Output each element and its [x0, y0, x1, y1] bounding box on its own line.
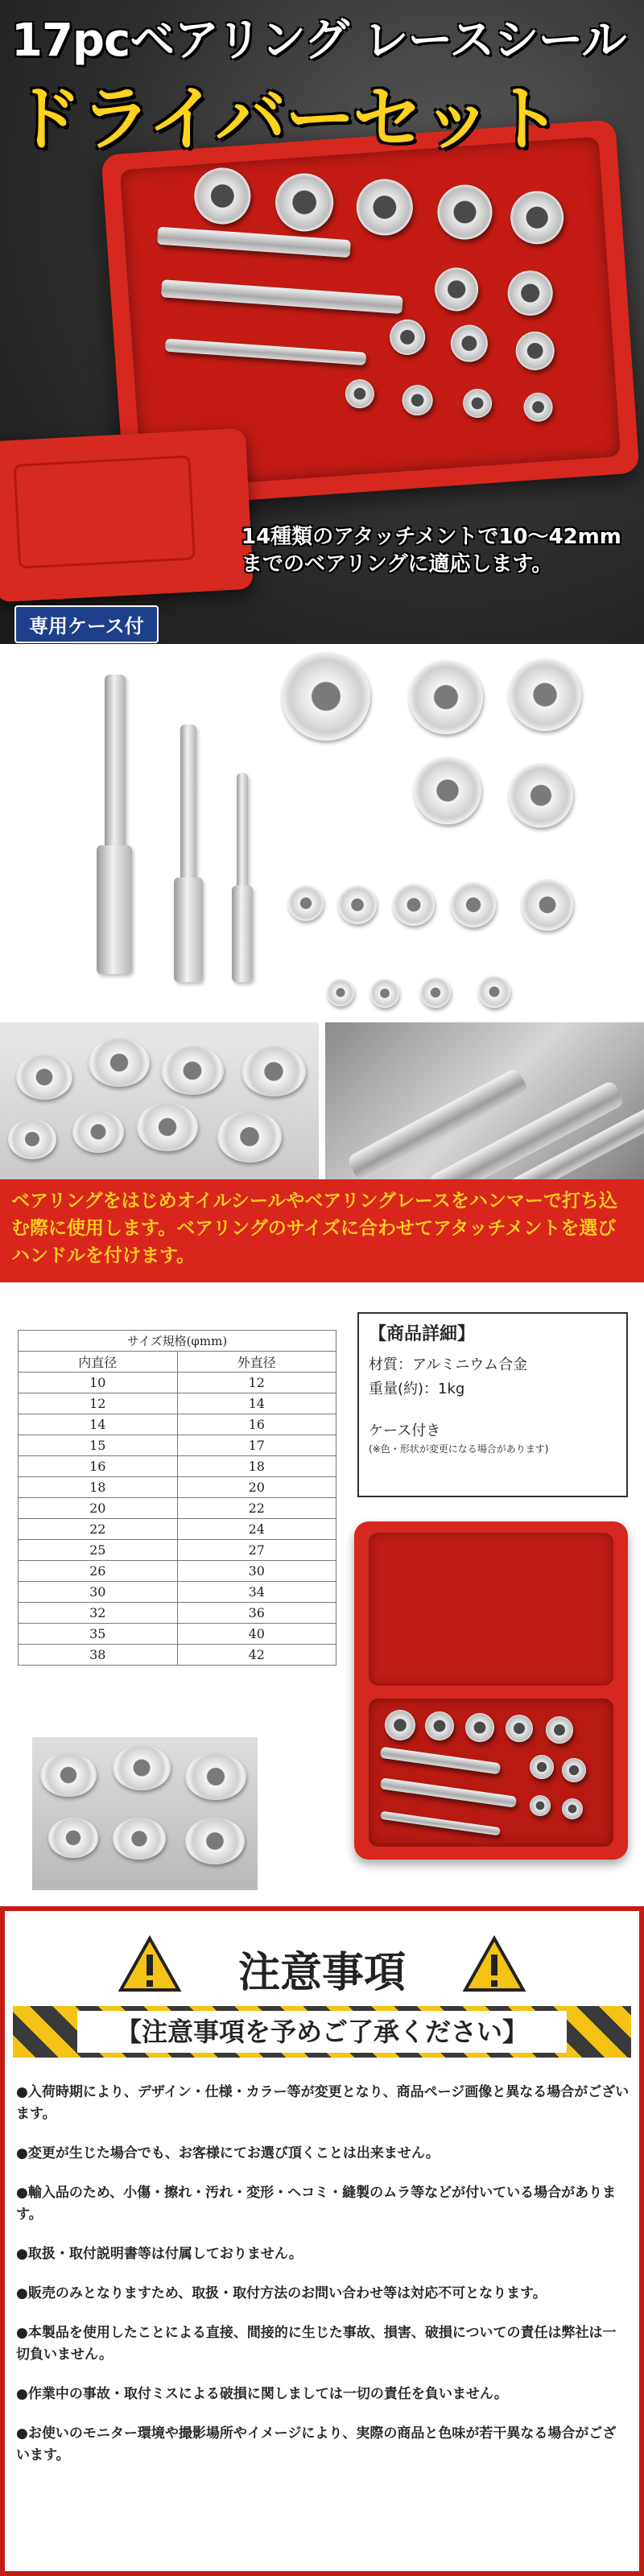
inner-diameter-cell: 18 [19, 1477, 178, 1498]
attachment-disc [393, 884, 435, 926]
handle [380, 1747, 501, 1775]
attachment-disc [282, 652, 370, 741]
attachment-disc [522, 879, 573, 931]
attachment-disc [161, 1046, 224, 1095]
inner-diameter-cell: 10 [19, 1373, 178, 1393]
attachment-disc [409, 660, 483, 734]
attachment-disc [338, 886, 377, 924]
handle-medium [161, 279, 403, 314]
attachment-ring [401, 384, 434, 417]
inner-diameter-cell: 12 [19, 1393, 178, 1414]
inner-diameter-cell: 32 [19, 1603, 178, 1624]
outer-diameter-cell: 14 [177, 1393, 336, 1414]
caution-note: ●輸入品のため、小傷・擦れ・汚れ・変形・ヘコミ・縫製のムラ等などが付いている場合があります。 [16, 2185, 617, 2223]
attachment-disc [420, 977, 451, 1008]
handle-medium [180, 724, 196, 886]
attachment-ring [192, 166, 253, 226]
handle-small [165, 338, 367, 365]
outer-diameter-cell: 36 [177, 1603, 336, 1624]
caution-title: 注意事項 [237, 1948, 406, 1997]
handles-closeup-photo [325, 1022, 644, 1183]
handle-large-grip [97, 845, 132, 974]
details-case-note: (※色・形状が変更になる場合があります) [369, 1443, 549, 1455]
inner-diameter-cell: 26 [19, 1561, 178, 1582]
table-row [19, 1603, 336, 1624]
attachment-disc [414, 757, 481, 824]
case-badge: 専用ケース付 [14, 605, 159, 643]
table-row [19, 1498, 336, 1519]
outer-diameter-cell: 24 [177, 1519, 336, 1540]
attachment-disc [16, 1055, 72, 1100]
attachment-ring [274, 171, 336, 233]
table-row [19, 1373, 336, 1393]
caution-header [5, 1929, 639, 2009]
inner-diameter-cell: 16 [19, 1456, 178, 1477]
attachment-ring [546, 1716, 573, 1744]
attachment-ring [465, 1713, 494, 1742]
attachment-disc [478, 976, 510, 1008]
usage-banner [0, 1179, 644, 1282]
attachment-disc [113, 1745, 171, 1790]
table-row [19, 1519, 336, 1540]
caution-notes [16, 2082, 630, 2484]
attachment-ring [436, 183, 494, 242]
handle-small [237, 773, 248, 894]
attachment-disc [509, 658, 581, 731]
attachment-disc [48, 1818, 98, 1858]
attachment-disc [40, 1753, 97, 1797]
handle-small-grip [232, 886, 253, 982]
attachment-ring [562, 1798, 583, 1819]
attachment-disc [217, 1111, 282, 1162]
outer-diameter-cell: 34 [177, 1582, 336, 1603]
outer-diameter-cell: 18 [177, 1456, 336, 1477]
closed-case-photo [0, 428, 254, 602]
inner-diameter-cell: 15 [19, 1435, 178, 1456]
outer-diameter-cell: 22 [177, 1498, 336, 1519]
case-tray [369, 1699, 613, 1847]
outer-diameter-cell: 16 [177, 1414, 336, 1435]
size-spec-table [18, 1330, 336, 1666]
handle [380, 1811, 501, 1836]
table-row [19, 1435, 336, 1456]
table-row [19, 1477, 336, 1498]
table-row [19, 1393, 336, 1414]
attachment-ring [449, 324, 489, 363]
table-row [19, 1540, 336, 1561]
attachment-ring [462, 388, 493, 419]
attachment-disc [113, 1818, 166, 1860]
outer-diameter-cell: 17 [177, 1435, 336, 1456]
attachment-disc [509, 763, 573, 828]
table-row [19, 1414, 336, 1435]
inner-diameter-cell: 30 [19, 1582, 178, 1603]
outer-diameter-cell: 30 [177, 1561, 336, 1582]
table-caption-row [19, 1331, 336, 1352]
attachment-disc [288, 886, 324, 921]
attachment-ring [345, 378, 375, 409]
details-title: 【商品詳細】 [369, 1324, 476, 1344]
inner-diameter-cell: 35 [19, 1624, 178, 1645]
caution-note: ●販売のみとなりますため、取扱・取付方法のお問い合わせ等は対応不可となります。 [16, 2285, 547, 2301]
caution-note: ●お使いのモニター環境や撮影場所やイメージにより、実際の商品と色味が若干異なる場合がございます。 [16, 2425, 617, 2463]
attachment-ring [530, 1755, 554, 1779]
outer-diameter-cell: 27 [177, 1540, 336, 1561]
attachment-ring [433, 266, 480, 313]
attachment-disc [137, 1103, 198, 1151]
caution-note: ●本製品を使用したことによる直接、間接的に生じた事故、損害、破損についての責任は弊社は一切負いません。 [16, 2325, 617, 2363]
handle-barrel [427, 1080, 625, 1183]
outer-diameter-cell: 12 [177, 1373, 336, 1393]
attachments-closeup-photo [0, 1022, 319, 1183]
attachment-ring [385, 1710, 415, 1740]
usage-text: ベアリングをはじめオイルシールやベアリングレースをハンマーで打ち込む際に使用します。ベアリングのサイズに合わせてアタッチメントを選びハンドルを付けます。 [11, 1191, 617, 1266]
attachment-ring [562, 1758, 586, 1782]
caution-stripe [13, 2006, 631, 2058]
attachment-disc [185, 1818, 245, 1864]
handle-large [105, 675, 126, 852]
hero-callout [242, 523, 628, 578]
attachment-ring [506, 1715, 533, 1742]
attachment-ring [522, 392, 553, 423]
caution-note: ●取扱・取付説明書等は付属しておりません。 [16, 2246, 303, 2262]
product-details-box [357, 1312, 628, 1497]
attachment-disc [242, 1046, 306, 1096]
hero-title-line2: ドライバーセット [11, 77, 560, 160]
details-case: ケース付き [369, 1422, 441, 1439]
hero-section [0, 0, 644, 644]
column-header-outer: 外直径 [177, 1352, 336, 1373]
table-header-row [19, 1352, 336, 1373]
inner-diameter-cell: 25 [19, 1540, 178, 1561]
hero-callout-text: 14種類のアタッチメントで10～42mmまでのベアリングに適応します。 [242, 525, 621, 576]
attachment-disc [327, 979, 354, 1006]
caution-note: ●変更が生じた場合でも、お客様にてお選び頂くことは出来ません。 [16, 2145, 440, 2161]
attachment-ring [509, 189, 565, 246]
inner-diameter-cell: 38 [19, 1645, 178, 1666]
details-material: 材質：アルミニウム合金 [369, 1356, 528, 1373]
caution-subtitle: 【注意事項を予めご了承ください】 [77, 2011, 567, 2053]
caution-note: ●作業中の事故・取付ミスによる破損に関しましては一切の責任を負いません。 [16, 2386, 508, 2402]
closeup-photos [0, 1022, 644, 1183]
hero-title-line1: 17pcベアリング レースシール [11, 14, 626, 67]
case-lid [369, 1533, 613, 1686]
outer-diameter-cell: 40 [177, 1624, 336, 1645]
handle-large [157, 227, 351, 258]
handle-medium-grip [174, 877, 203, 982]
table-row [19, 1561, 336, 1582]
attachment-disc [72, 1111, 124, 1153]
attachment-disc [89, 1038, 150, 1087]
warning-icon [462, 1935, 526, 1993]
attachment-disc [451, 882, 496, 927]
caution-section [0, 1906, 644, 2576]
attachment-disc [8, 1119, 56, 1159]
attachment-ring [425, 1711, 454, 1740]
inner-diameter-cell: 14 [19, 1414, 178, 1435]
attachment-ring [530, 1795, 551, 1816]
case-panel [14, 455, 196, 568]
outer-diameter-cell: 42 [177, 1645, 336, 1666]
table-row [19, 1456, 336, 1477]
table-caption: サイズ規格(φmm) [19, 1331, 336, 1352]
caution-note: ●入荷時期により、デザイン・仕様・カラー等が変更となり、商品ページ画像と異なる場合がございます。 [16, 2084, 630, 2122]
table-row [19, 1582, 336, 1603]
table-row [19, 1624, 336, 1645]
attachment-disc [185, 1753, 246, 1800]
details-weight: 重量(約)：1kg [369, 1381, 465, 1397]
case-full-photo [354, 1521, 628, 1860]
outer-diameter-cell: 20 [177, 1477, 336, 1498]
table-row [19, 1645, 336, 1666]
attachment-disc [370, 979, 399, 1008]
inner-diameter-cell: 20 [19, 1498, 178, 1519]
column-header-inner: 内直径 [19, 1352, 178, 1373]
attachments-photo [32, 1737, 258, 1890]
parts-layout-photo [0, 644, 644, 1022]
attachment-ring [389, 318, 427, 356]
inner-diameter-cell: 22 [19, 1519, 178, 1540]
attachment-ring [506, 269, 555, 317]
attachment-ring [514, 330, 555, 371]
attachment-ring [354, 177, 415, 237]
handle [380, 1777, 517, 1808]
